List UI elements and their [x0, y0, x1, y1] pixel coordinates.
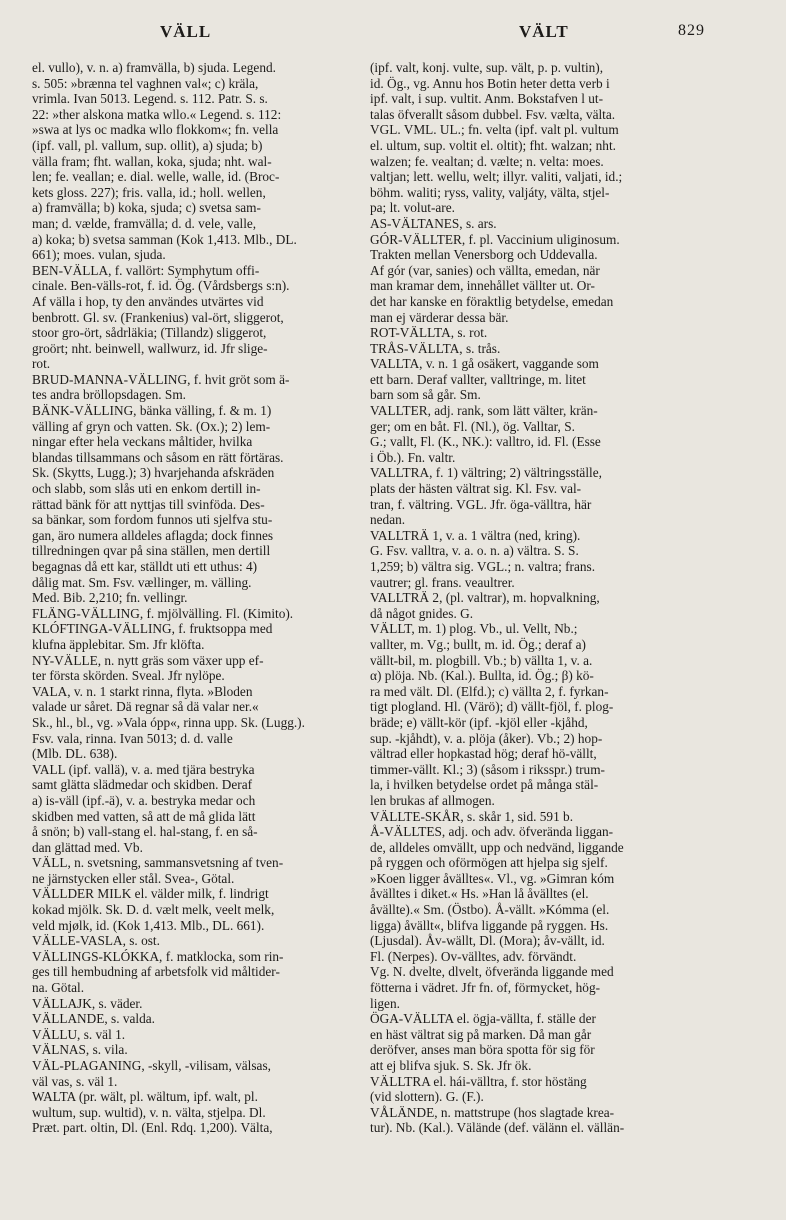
text-line: böhm. waliti; ryss, vality, valjáty, välta, stjel- — [370, 184, 610, 200]
text-line: ne järnstycken eller stål. Svea-, Götal. — [32, 870, 235, 886]
text-line: Af gór (var, sanies) och vällta, emedan, när — [370, 262, 600, 278]
text-line: i Öb.). Fn. valtr. — [370, 449, 456, 465]
text-line: (ipf. valt, konj. vulte, sup. vält, p. p. vultin), — [370, 60, 604, 75]
text-line: groört; nht. beinwell, wallwurz, id. Jfr slige- — [32, 340, 268, 356]
text-line: deröfver, anses man böra spotta för sig för — [370, 1042, 595, 1058]
text-line: kokad mjölk. Sk. D. d. vælt melk, veelt melk, — [32, 902, 275, 918]
text-line: VÄLLTE-SKÅR, s. skår 1, sid. 591 b. — [370, 808, 574, 824]
text-line: VALLTRÄ 2, (pl. valtrar), m. hopvalkning, — [370, 590, 600, 606]
text-line: samt glätta slädmedar och skidben. Deraf — [32, 777, 253, 793]
text-line: VÄLLTRA el. hái-välltra, f. stor höstäng — [370, 1073, 587, 1089]
text-line: valade ur såret. Dä regnar så dä valar ner.« — [32, 699, 259, 715]
text-line: nedan. — [370, 512, 406, 528]
text-line: kets gloss. 227); fris. valla, id.; holl. wellen, — [32, 184, 266, 200]
text-line: VALLTER, adj. rank, som lätt välter, krän- — [370, 403, 598, 419]
text-line: stoor gro-ört, sådrläkia; (Tillandz) sliggerot, — [32, 325, 267, 341]
text-line: å snön; b) vall-stang el. hal-stang, f. en så- — [32, 824, 258, 840]
text-line: KLÓFTINGA-VÄLLING, f. fruktsoppa med — [32, 621, 273, 637]
text-line: Af välla i hop, ty den användes utvärtes vid — [32, 293, 264, 309]
text-line: Sk. (Skytts, Lugg.); 3) hvarjehanda afskräden — [32, 465, 275, 481]
text-line: s. 505: »brænna tel vaghnen val«; c) kräla, — [32, 75, 259, 91]
text-line: ger; om en båt. Fl. (Nl.), ög. Valltar, S. — [370, 418, 575, 434]
text-line: VÄLL, n. svetsning, sammansvetsning af tven- — [32, 855, 284, 871]
text-line: blandas tillsammans och såsom en rätt förtäras. — [32, 449, 284, 465]
text-line: Fl. (Nerpes). Ov-välltes, adv. förvändt. — [370, 948, 577, 964]
text-line: Trakten mellan Venersborg och Uddevalla. — [370, 247, 598, 263]
text-line: tran, f. vältring. VGL. Jfr. öga-välltra, här — [370, 496, 592, 512]
text-line: FLÄNG-VÄLLING, f. mjölvälling. Fl. (Kimito). — [32, 605, 294, 621]
text-line: VÄLNAS, s. vila. — [32, 1042, 128, 1058]
text-line: tigt plogland. Hl. (Värö); d) vällt-fjöl, f. plog- — [370, 699, 614, 715]
text-line: (Ljusdal). Åv-wällt, Dl. (Mora); åv-vällt, id. — [370, 933, 605, 949]
text-line: välla fram; fht. wallan, koka, sjuda; nht. wal- — [32, 153, 272, 169]
text-line: ligen. — [370, 995, 400, 1011]
text-line: VÅLÄNDE, n. mattstrupe (hos slagtade krea- — [370, 1104, 615, 1120]
text-line: dålig mat. Sm. Fsv. vællinger, m. välling. — [32, 574, 252, 590]
text-line: VÄLLAJK, s. väder. — [32, 995, 143, 1011]
text-line: ningar efter hela veckans måltider, hvilka — [32, 434, 253, 450]
right-column — [370, 60, 720, 1136]
text-line: de, alldeles omvällt, upp och nedvänd, liggande — [370, 839, 624, 855]
text-line: en häst vältrat sig på marken. Då man går — [370, 1026, 592, 1042]
text-line: Præt. part. oltin, Dl. (Enl. Rdq. 1,200). Välta, — [32, 1120, 273, 1136]
text-line: id. Ög., vg. Annu hos Botin heter detta verb i — [370, 75, 610, 91]
text-line: ROT-VÄLLTA, s. rot. — [370, 325, 488, 341]
text-line: VALLTA, v. n. 1 gå osäkert, vaggande som — [370, 356, 599, 372]
text-line: vallter, m. Vg.; bullt, m. id. Ög.; deraf a) — [370, 636, 586, 652]
text-line: VÄLLDER MILK el. välder milk, f. lindrigt — [32, 886, 269, 902]
text-line: man ej värderar dessa bär. — [370, 309, 509, 325]
text-line: vautrer; gl. frans. veaultrer. — [370, 574, 515, 590]
text-line: plats der hästen vältrat sig. Kl. Fsv. val- — [370, 481, 582, 497]
text-line: ipf. valt, i sup. vultit. Anm. Bokstafven l ut- — [370, 91, 604, 107]
text-line: ÖGA-VÄLLTA el. ögja-vällta, f. ställe der — [370, 1011, 596, 1027]
text-line: timmer-vällt. Kl.; 3) (såsom i riksspr.) trum- — [370, 761, 605, 777]
text-line: AS-VÄLTANES, s. ars. — [370, 215, 497, 231]
text-line: (vid slottern). G. (F.). — [370, 1089, 484, 1105]
text-line: bräde; e) vällt-kör (ipf. -kjöl eller -kjåhd, — [370, 714, 588, 730]
left-column — [32, 60, 370, 1136]
text-line: vällt-bil, m. plogbill. Vb.; b) vällta 1, v. a. — [370, 652, 593, 668]
text-line: tur). Nb. (Kal.). Välände (def. välänn el. vällän- — [370, 1120, 625, 1136]
text-line: BEN-VÄLLA, f. vallört: Symphytum offi- — [32, 262, 260, 278]
text-line: VÄLLU, s. väl 1. — [32, 1026, 126, 1042]
text-line: NY-VÄLLE, n. nytt gräs som växer upp ef- — [32, 652, 264, 668]
text-line: tes andra bröllopsdagen. Sm. — [32, 387, 186, 403]
text-line: valtjan; lett. wellu, welt; illyr. valiti, valjati, id.; — [370, 169, 623, 185]
text-line: tillredningen qvar på sina ställen, men dertill — [32, 543, 271, 559]
text-line: TRÅS-VÄLLTA, s. trås. — [370, 340, 501, 356]
text-line: ges till hembudning af arbetsfolk vid måltider- — [32, 964, 280, 980]
text-line: skidben med vatten, så att de må glida lätt — [32, 808, 256, 824]
text-line: VÄLLT, m. 1) plog. Vb., ul. Vellt, Nb.; — [370, 621, 578, 637]
text-line: BRUD-MANNA-VÄLLING, f. hvit gröt som ä- — [32, 371, 290, 387]
text-line: Fsv. vala, rinna. Ivan 5013; d. d. valle — [32, 730, 233, 746]
text-line: a) is-väll (ipf.-ä), v. a. bestryka medar och — [32, 792, 256, 808]
text-line: på ryggen och oförmögen att hjelpa sig sjelf. — [370, 855, 608, 871]
text-line: att ej blifva sjuk. S. Sk. Jfr ök. — [370, 1058, 532, 1073]
text-line: veld mjølk, id. (Kok 1,413. Mlb., DL. 661). — [32, 917, 265, 933]
text-line: GÓR-VÄLLTER, f. pl. Vaccinium uliginosum. — [370, 231, 620, 247]
text-line: VÄLLANDE, s. valda. — [32, 1011, 155, 1027]
text-line: (Mlb. DL. 638). — [32, 746, 118, 762]
text-line: VALLTRÄ 1, v. a. 1 vältra (ned, kring). — [370, 527, 581, 543]
text-line: ter första skörden. Sveal. Jfr nylöpe. — [32, 668, 225, 684]
text-line: VÄL-PLAGANING, -skyll, -vilisam, välsas, — [32, 1058, 271, 1073]
text-line: Sk., hl., bl., vg. »Vala ópp«, rinna upp. Sk. (Lugg.). — [32, 714, 305, 730]
page-number: 829 — [678, 22, 705, 39]
text-line: pa; lt. volut-are. — [370, 200, 455, 216]
text-line: Vg. N. dvelte, dlvelt, öfverända liggande med — [370, 964, 614, 980]
text-line: rättad bänk för att nyttjas till svinföda. Des- — [32, 496, 265, 512]
text-line: väl vas, s. väl 1. — [32, 1073, 118, 1089]
text-line: sa bänkar, som fordom funnos uti sjelfva stu- — [32, 512, 273, 528]
text-line: VALLTRA, f. 1) vältring; 2) vältringsställe, — [370, 465, 602, 481]
text-line: WALTA (pr. wält, pl. wältum, ipf. walt, pl. — [32, 1089, 258, 1105]
text-line: VALL (ipf. vallä), v. a. med tjära bestryka — [32, 761, 255, 777]
text-line: VALA, v. n. 1 starkt rinna, flyta. »Bloden — [32, 683, 253, 699]
text-line: begagnas då ett kar, ställdt uti ett uthus: 4) — [32, 559, 258, 574]
text-line: 661); moes. vulan, sjuda. — [32, 247, 166, 263]
text-line: Med. Bib. 2,210; fn. vellingr. — [32, 590, 188, 606]
text-line: då något gnides. G. — [370, 605, 474, 621]
text-line: fötterna i vädret. Jfr fn. of, förmycket, hög- — [370, 980, 601, 996]
text-line: VÄLLE-VASLA, s. ost. — [32, 933, 160, 949]
running-head-right: VÄLT — [519, 22, 569, 41]
text-line: sup. -kjåhdt), v. a. plöja (åker). Vb.; 2) hop- — [370, 730, 603, 746]
text-line: G.; vallt, Fl. (K., NK.): valltro, id. Fl. (Esse — [370, 434, 601, 450]
text-line: α) plöja. Nb. (Kal.). Bullta, id. Ög.; β) kö- — [370, 668, 594, 684]
text-line: åvällte).« Sm. (Östbo). Å-vällt. »Kómma (el. — [370, 902, 610, 918]
text-line: a) koka; b) svetsa samman (Kok 1,413. Mlb., DL. — [32, 231, 297, 247]
text-line: VÄLLINGS-KLÓKKA, f. matklocka, som rin- — [32, 948, 284, 964]
text-line: ra med vält. Dl. (Elfd.); c) vällta 2, f. fyrkan- — [370, 683, 609, 699]
text-line: åvälltes i diket.« Hs. »Han lå åvälltes (el. — [370, 886, 589, 902]
text-line: Å-VÄLLTES, adj. och adv. öfverända liggan- — [370, 824, 614, 840]
text-line: el. vullo), v. n. a) framvälla, b) sjuda. Legend. — [32, 60, 276, 75]
text-line: man kramar dem, innehållet vällter ut. Or- — [370, 278, 595, 294]
text-line: (ipf. vall, pl. vallum, sup. ollit), a) sjuda; b) — [32, 137, 263, 153]
text-line: VGL. VML. UL.; fn. velta (ipf. valt pl. vultum — [370, 122, 619, 138]
text-line: a) framvälla; b) koka, sjuda; c) svetsa sam- — [32, 200, 261, 216]
text-line: ligga) åvällt«, blifva liggande på ryggen. Hs. — [370, 917, 609, 933]
text-line: vrimla. Ivan 5013. Legend. s. 112. Patr. S. s. — [32, 91, 268, 107]
text-line: klufna äpplebitar. Sm. Jfr klöfta. — [32, 636, 205, 652]
text-line: la, i hvilken betydelse ordet på många stäl- — [370, 777, 599, 793]
text-line: »swa at lys oc madka wllo flokkom«; fn. vella — [32, 122, 279, 138]
text-line: benbrott. Gl. sv. (Frankenius) val-ört, sliggerot, — [32, 309, 284, 325]
text-line: det har kanske en föraktlig betydelse, emedan — [370, 293, 614, 309]
text-line: 22: »ther alskona matka wllo.« Legend. s. 112: — [32, 106, 282, 122]
text-line: rot. — [32, 356, 51, 372]
text-line: talas öfverallt såsom dubbel. Fsv. vælta, välta. — [370, 106, 616, 122]
text-line: välling af gryn och vatten. Sk. (Ox.); 2) lem- — [32, 418, 271, 434]
text-line: el. ultum, sup. voltit el. oltit); fht. walzan; nht. — [370, 137, 616, 153]
text-line: G. Fsv. valltra, v. a. o. n. a) vältra. S. S. — [370, 543, 579, 559]
text-line: dan glättad med. Vb. — [32, 839, 143, 855]
text-line: gan, äro numera alldeles aflagda; dock finnes — [32, 527, 274, 543]
text-line: na. Götal. — [32, 980, 85, 996]
text-line: ett barn. Deraf vallter, valltringe, m. litet — [370, 371, 586, 387]
text-line: och slabb, som slås uti en enkom dertill in- — [32, 481, 261, 497]
text-line: barn som så går. Sm. — [370, 387, 481, 403]
text-line: man; d. vælde, framvälla; d. d. vele, valle, — [32, 215, 257, 231]
running-head-left: VÄLL — [160, 22, 212, 41]
text-line: len; fe. veallan; e. dial. welle, walle, id. (Broc- — [32, 169, 280, 185]
text-line: cinale. Ben-välls-rot, f. id. Ög. (Vårdsbergs s:n). — [32, 278, 290, 294]
text-line: »Koen ligger åvälltes«. Vl., vg. »Gimran kóm — [370, 870, 615, 886]
text-line: walzen; fe. vealtan; d. vælte; n. velta: moes. — [370, 153, 604, 169]
text-line: len brukas af allmogen. — [370, 792, 495, 808]
text-line: vältrad eller hopkastad hög; deraf hö-vällt, — [370, 746, 597, 762]
text-line: BÄNK-VÄLLING, bänka välling, f. & m. 1) — [32, 403, 272, 419]
text-line: 1,259; b) vältra sig. VGL.; n. valtra; frans. — [370, 559, 596, 574]
text-line: wultum, sup. wultid), v. n. välta, stjelpa. Dl. — [32, 1104, 266, 1120]
